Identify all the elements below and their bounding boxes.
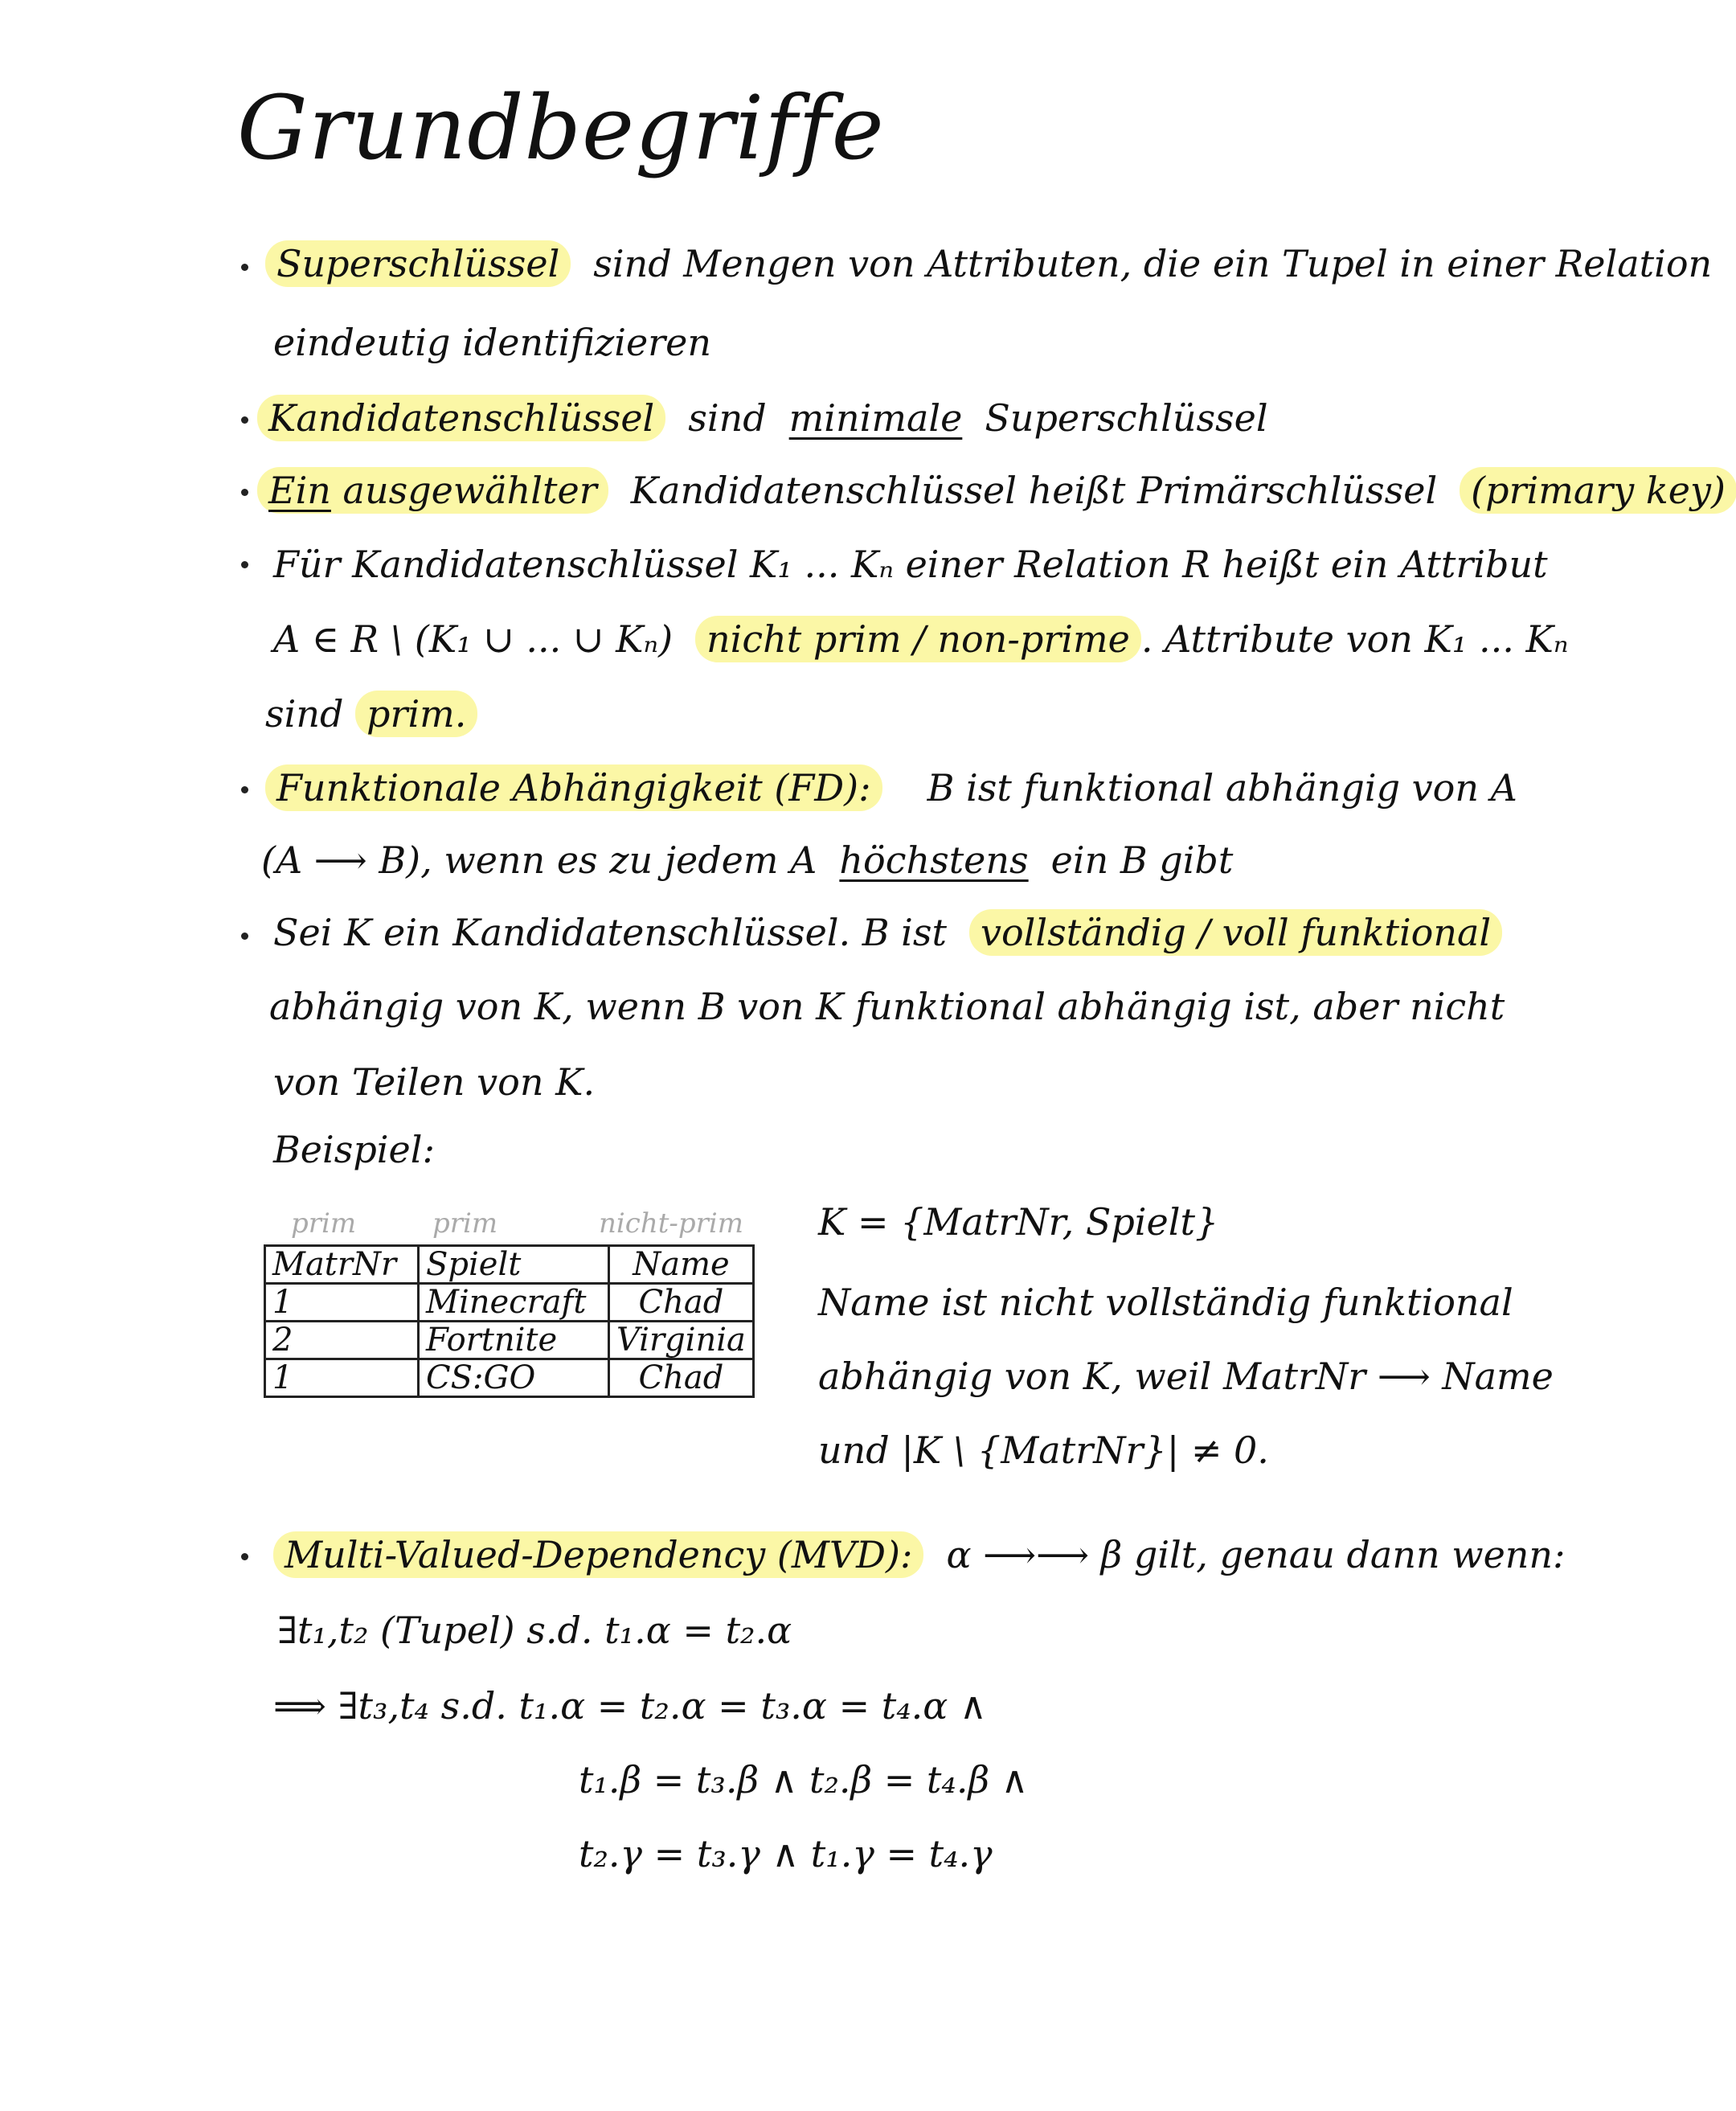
full-fd-definition-line2: abhängig von K, wenn B von K funktional abhängig ist, aber nicht [269, 985, 1505, 1028]
prime-definition-line1: Für Kandidatenschlüssel K₁ ... Kₙ einer Relation R heißt ein Attribut [273, 543, 1548, 586]
superkey-text: sind Mengen von Attributen, die ein Tupel in einer Relation [593, 242, 1713, 285]
table-header-row [265, 1246, 754, 1284]
full-fd-definition-line3: von Teilen von K. [273, 1060, 596, 1104]
table-cell: Chad [609, 1359, 754, 1397]
candidate-key-definition [257, 394, 1268, 442]
example-table [264, 1244, 755, 1398]
example-explanation-line1: Name ist nicht vollständig funktional [818, 1281, 1513, 1324]
fd-definition-line2 [261, 836, 1233, 884]
full-fd-text: Sei K ein Kandidatenschlüssel. B ist [273, 911, 947, 954]
superkey-definition-line2: eindeutig identifizieren [273, 321, 712, 364]
table-label-prim-2: prim [432, 1207, 498, 1240]
table-cell: Fortnite [419, 1322, 609, 1359]
mvd-text: α ⟶⟶ β gilt, genau dann wenn: [946, 1533, 1566, 1576]
bullet-dot [241, 933, 248, 940]
fd-line2-text: (A ⟶ B), wenn es zu jedem A [261, 838, 817, 882]
highlight-functional-dependency: Funktionale Abhängigkeit (FD): [265, 764, 882, 811]
highlight-non-prime: nicht prim / non-prime [695, 616, 1141, 662]
table-cell: Virginia [609, 1322, 754, 1359]
superkey-definition [265, 240, 1712, 288]
bullet-dot [241, 561, 248, 568]
fd-definition-line1 [265, 764, 1517, 812]
example-key-set: K = {MatrNr, Spielt} [818, 1200, 1219, 1244]
example-label: Beispiel: [273, 1128, 435, 1171]
fd-text: B ist funktional abhängig von A [927, 766, 1517, 810]
sind-text: sind [265, 692, 344, 736]
highlight-primary-key: (primary key) [1460, 467, 1736, 514]
bullet-dot [241, 264, 248, 271]
highlight-prim: prim. [355, 691, 477, 737]
table-cell: CS:GO [419, 1359, 609, 1397]
prime-attribute-text: . Attribute von K₁ ... Kₙ [1140, 617, 1569, 661]
table-label-nicht-prim: nicht-prim [599, 1207, 743, 1240]
table-cell: Chad [609, 1284, 754, 1322]
table-cell: 1 [265, 1284, 419, 1322]
prime-definition-line3 [265, 690, 477, 738]
table-cell: Minecraft [419, 1284, 609, 1322]
highlight-mvd: Multi-Valued-Dependency (MVD): [273, 1531, 923, 1578]
example-explanation-line3: und |K \ {MatrNr}| ≠ 0. [818, 1429, 1269, 1472]
highlight-superschluessel: Superschlüssel [265, 240, 571, 287]
column-header-matrnr: MatrNr [265, 1246, 419, 1284]
highlight-kandidatenschluessel: Kandidatenschlüssel [257, 395, 665, 441]
bullet-dot [241, 489, 248, 496]
column-header-name: Name [609, 1246, 754, 1284]
mvd-line5: t₂.γ = t₃.γ ∧ t₁.γ = t₄.γ [579, 1832, 993, 1875]
highlight-full-functional: vollständig / voll funktional [969, 909, 1502, 956]
table-cell: 1 [265, 1359, 419, 1397]
mvd-line4: t₁.β = t₃.β ∧ t₂.β = t₄.β ∧ [579, 1758, 1029, 1802]
bullet-dot [241, 1553, 248, 1560]
bullet-dot [241, 786, 248, 793]
underline-ein: Ein [268, 469, 331, 512]
table-label-prim-1: prim [291, 1207, 357, 1240]
example-explanation-line2: abhängig von K, weil MatrNr ⟶ Name [818, 1355, 1554, 1398]
table-row [265, 1322, 754, 1359]
primary-key-definition [257, 466, 1736, 514]
column-header-spielt: Spielt [419, 1246, 609, 1284]
mvd-line3: ⟹ ∃t₃,t₄ s.d. t₁.α = t₂.α = t₃.α = t₄.α ∧ [273, 1684, 987, 1728]
table-row [265, 1284, 754, 1322]
table-row [265, 1359, 754, 1397]
table-cell: 2 [265, 1322, 419, 1359]
page-title: Grundbegriffe [237, 76, 885, 179]
candidate-key-end: Superschlüssel [985, 396, 1268, 440]
full-fd-definition-line1 [273, 908, 1502, 957]
bullet-dot [241, 416, 248, 424]
primary-key-text: Kandidatenschlüssel heißt Primärschlüssel [630, 469, 1438, 512]
underline-minimale: minimale [788, 396, 963, 440]
ausgewaehlter-text: ausgewählter [342, 469, 597, 512]
prime-definition-line2 [273, 615, 1568, 663]
non-prime-formula: A ∈ R \ (K₁ ∪ ... ∪ Kₙ) [273, 617, 674, 661]
underline-hoechstens: höchstens [839, 838, 1029, 882]
mvd-definition-line1 [273, 1531, 1566, 1579]
mvd-line2: ∃t₁,t₂ (Tupel) s.d. t₁.α = t₂.α [277, 1609, 792, 1652]
candidate-key-sind: sind [688, 396, 767, 440]
fd-line2-end: ein B gibt [1050, 838, 1234, 882]
highlight-ein-ausgewaehlter [257, 467, 608, 514]
